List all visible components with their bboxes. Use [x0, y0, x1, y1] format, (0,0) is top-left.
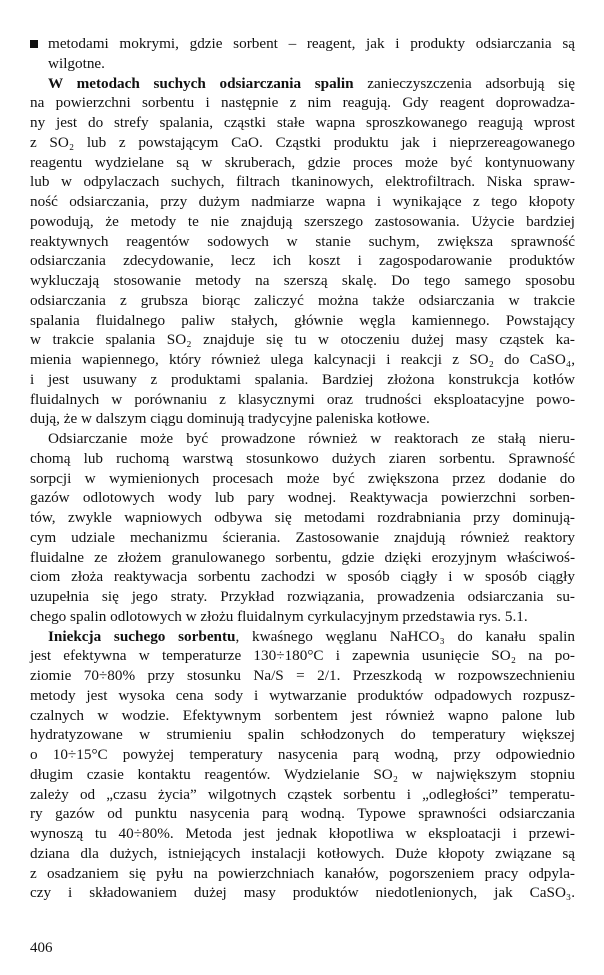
line-text: o 10÷15°C powyżej temperatury nasycenia parą wodną, przy odpowiednio [30, 746, 575, 763]
text-line [30, 271, 575, 291]
line-text: lub w odpylaczach suchych, filtrach tkaninowych, elektrofiltrach. Niska spraw- [30, 173, 575, 191]
text-line [30, 54, 575, 74]
text-line [30, 548, 575, 568]
text-line [30, 192, 575, 212]
text-line [30, 706, 575, 726]
line-text: fluidalnych w porównaniu z klasycznymi oraz trudności eksploatacyjne powo- [30, 390, 575, 408]
line-text: mienia wapiennego, który również ulega kalcynacji i reakcji z SO₂ do CaSO₄, [30, 351, 575, 368]
line-text: ność odsiarczania, przy dużym nadmiarze wapna i wynikające z tego kłopoty [30, 193, 575, 210]
text-line [30, 93, 575, 113]
line-text: z SO₂ lub z powstającym CaO. Cząstki produktu jak i nieprzereagowanego [30, 133, 575, 151]
text-line [30, 370, 575, 390]
text-line [30, 765, 575, 785]
text-line [30, 488, 575, 508]
text-line [30, 508, 575, 528]
text-line [30, 409, 575, 429]
text-line [30, 153, 575, 173]
text-line [30, 804, 575, 824]
line-text: powodują, że metody te nie znajdują szerszego zastosowania. Użycie bardziej [30, 212, 575, 230]
text-line [30, 330, 575, 350]
paragraph [30, 627, 575, 904]
text-line [30, 113, 575, 133]
line-text: cym udziale mechanizmu ścierania. Zastosowanie znajdują również reaktory [30, 528, 575, 546]
text-line [30, 350, 575, 370]
text-line [30, 883, 575, 903]
text-line [30, 666, 575, 686]
bold-term: W metodach suchych odsiarczania spalin [48, 74, 354, 92]
text-line [30, 311, 575, 331]
text-line [30, 34, 575, 54]
paragraph [30, 74, 575, 430]
text-line [30, 212, 575, 232]
line-text: hydratyzowane w strumieniu spalin schłodzonych do temperatury większej [30, 726, 575, 744]
text-line [30, 390, 575, 410]
text-line [30, 449, 575, 469]
line-text: chego spalin odlotowych w złożu fluidalnym cyrkulacyjnym przedstawia rys. 5.1. [30, 607, 528, 625]
text-line [30, 429, 575, 449]
line-text: jest efektywna w temperaturze 130÷180°C i zapewnia usunięcie SO₂ na po- [30, 647, 575, 665]
text-line [30, 528, 575, 548]
text-line [30, 74, 575, 94]
text-line [30, 725, 575, 745]
line-text: tów, zwykle wapniowych odbywa się metodami rozdrabniania przy dominują- [30, 509, 575, 526]
text-line [30, 232, 575, 252]
line-text: fluidalne ze złożem granulowanego sorbentu, gdzie dzięki erozyjnym właściwoś- [30, 548, 575, 566]
line-text: dują, że w dalszym ciągu dominują tradycyjne paleniska kotłowe. [30, 410, 430, 428]
line-text: dziana dla dużych, istniejących instalacji kotłowych. Duże kłopoty związane są [30, 844, 575, 862]
bold-term: Iniekcja suchego sorbentu [48, 627, 236, 645]
text-line [30, 172, 575, 192]
line-text: zanieczyszczenia adsorbują się [353, 74, 575, 92]
line-text: wynoszą tu 40÷80%. Metoda jest jednak kłopotliwa w eksploatacji i przewi- [30, 825, 575, 842]
line-text: odsiarczania zdecydowanie, lecz ich koszt i zagospodarowanie produktów [30, 252, 575, 270]
text-line [30, 824, 575, 844]
line-text: ciom złoża reaktywacja sorbentu zachodzi w sposób ciągły i w sposób ciągły [30, 568, 575, 586]
line-text: ry gazów od punktu nasycenia parą wodną. Typowe sprawności odsiarczania [30, 805, 575, 823]
line-text: w trakcie spalania SO₂ znajduje się tu w otoczeniu dużej masy cząstek ka- [30, 331, 575, 349]
text-line [30, 469, 575, 489]
text-line [30, 607, 575, 627]
line-text: , kwaśnego węglanu NaHCO₃ do kanału spalin [235, 627, 575, 645]
text-line [30, 291, 575, 311]
line-text: reagentu wydzielane są w skruberach, gdzie proces może być kontynuowany [30, 153, 575, 171]
line-text: sorpcji w wymienionych procesach może być zwiększona przez dodanie do [30, 469, 575, 487]
line-text: czalnych w wodzie. Efektywnym sorbentem jest również wapno palone lub [30, 706, 575, 724]
text-line [30, 587, 575, 607]
page-number: 406 [30, 940, 53, 956]
line-text: i jest usuwany z produktami spalania. Bardziej złożona konstrukcja kotłów [30, 370, 575, 388]
text-line [30, 646, 575, 666]
line-text: chomą lub ruchomą warstwą stosunkowo dużych ziaren sorbentu. Sprawność [30, 449, 575, 467]
text-line [30, 686, 575, 706]
text-line [30, 785, 575, 805]
line-text: reaktywnych reagentów sodowych w stanie suchym, zwiększa sprawność [30, 232, 575, 250]
line-text: długim czasie kontaktu reagentów. Wydzielanie SO₂ w największym stopniu [30, 765, 575, 783]
line-text: zależy od „czasu życia” wilgotnych cząstek sorbentu i „odległości” temperatu- [30, 785, 575, 803]
document-body [30, 34, 575, 903]
line-text: czy i składowaniem dużej masy produktów niedotlenionych, jak CaSO₃. [30, 884, 575, 902]
line-text: na powierzchni sorbentu i następnie z nim reagują. Gdy reagent doprowadza- [30, 94, 575, 112]
line-text: Odsiarczanie może być prowadzone również w reaktorach ze stałą nieru- [48, 430, 575, 447]
line-text: uzupełnia się jego straty. Przykład rozwiązania, prowadzenia odsiarczania su- [30, 588, 575, 605]
text-line [30, 133, 575, 153]
line-text: ny jest do strefy spalania, cząstki stałe wapna sproszkowanego reagują wprost [30, 114, 575, 131]
text-line [30, 567, 575, 587]
bullet-icon [30, 40, 38, 48]
line-text: gazów odlotowych wody lub pary wodnej. Reaktywacja powierzchni sorben- [30, 489, 575, 507]
line-text: spalania fluidalnego paliw stałych, głównie węgla kamiennego. Powstający [30, 311, 575, 329]
text-line [30, 627, 575, 647]
bullet-item [30, 34, 575, 74]
text-line [30, 864, 575, 884]
paragraph [30, 429, 575, 627]
text-line [30, 745, 575, 765]
line-text: odsiarczania z grubsza biorąc zaliczyć można także odsiarczania w trakcie [30, 291, 575, 309]
line-text: z osadzaniem się pyłu na powierzchniach kanałów, pogorszeniem pracy odpyla- [30, 864, 575, 882]
line-text: metody jest wysoka cena sody i wytwarzanie produktów odpadowych rozpusz- [30, 686, 575, 704]
line-text: wykluczają stosowanie metody na szerszą skalę. Do tego samego sposobu [30, 272, 575, 289]
line-text: metodami mokrymi, gdzie sorbent – reagent, jak i produkty odsiarczania są [48, 35, 575, 52]
line-text: wilgotne. [48, 54, 105, 72]
text-line [30, 844, 575, 864]
text-line [30, 251, 575, 271]
line-text: ziomie 70÷80% przy stosunku Na/S = 2/1. Przeszkodą w rozpowszechnieniu [30, 667, 575, 684]
